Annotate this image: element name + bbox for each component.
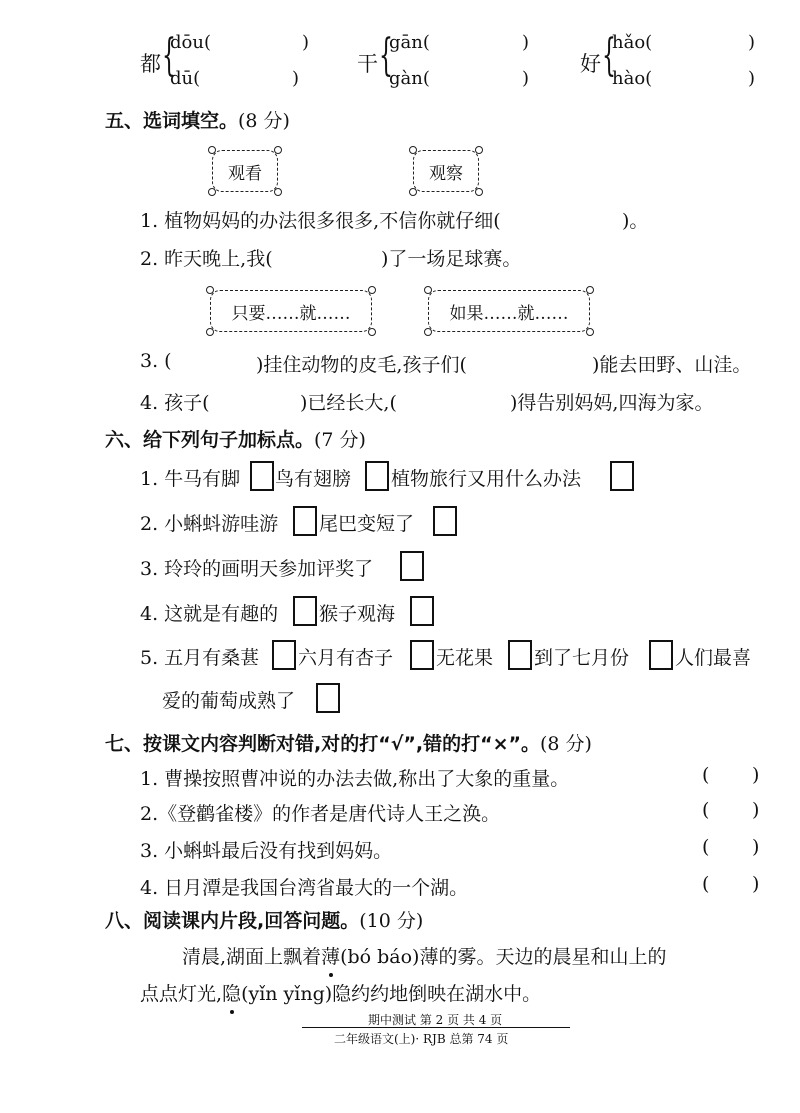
sentence-part: 5. 五月有桑葚 (140, 647, 260, 669)
question-text: )了一场足球赛。 (381, 248, 522, 270)
word-choice: 只要……就…… (231, 303, 351, 324)
emphasized-char: 隐 (222, 979, 241, 1006)
word-choice: 如果……就…… (449, 303, 569, 324)
sentence-part: 猴子观海 (319, 603, 396, 625)
pinyin-option: hào( (612, 68, 653, 89)
section-5-heading (105, 106, 290, 133)
brace-icon: { (162, 30, 176, 81)
question-text: 1. 植物妈妈的办法很多很多,不信你就仔细( (140, 210, 501, 232)
footer-divider (302, 1027, 570, 1028)
sentence-part: 人们最喜 (675, 647, 752, 669)
sentence-part: 爱的葡萄成熟了 (162, 690, 296, 712)
footer-course-info: 二年级语文(上)· RJB 总第 74 页 (334, 1032, 509, 1046)
word-choice-box (428, 290, 590, 332)
section-points: (10 分) (359, 910, 424, 932)
word-choice-box (212, 150, 278, 192)
sentence-part: 植物旅行又用什么办法 (391, 468, 582, 490)
answer-paren-close: ) (752, 764, 760, 786)
answer-paren-close: ) (522, 68, 530, 89)
word-choice-box (413, 150, 479, 192)
judge-statement: 3. 小蝌蚪最后没有找到妈妈。 (140, 840, 393, 862)
section-title: 六、给下列句子加标点。 (105, 429, 315, 451)
answer-paren-close: ) (752, 873, 760, 895)
question-text: )得告别妈妈,四海为家。 (510, 392, 714, 414)
brace-icon: { (602, 30, 616, 81)
punctuation-box[interactable] (272, 640, 296, 670)
passage-text: (yǐn yǐng)隐约约地倒映在湖水中。 (241, 983, 542, 1005)
punctuation-box[interactable] (293, 596, 317, 626)
answer-paren-close: ) (752, 799, 760, 821)
sentence-part: 尾巴变短了 (319, 513, 415, 535)
passage-text: (bó báo)薄的雾。天边的晨星和山上的 (340, 946, 667, 968)
polyphone-char: 都 (140, 52, 161, 76)
passage-line (182, 942, 666, 969)
section-7-heading (105, 729, 592, 756)
punctuation-box[interactable] (410, 596, 434, 626)
passage-line (140, 979, 541, 1006)
pinyin-option: gàn( (389, 68, 430, 89)
punctuation-box[interactable] (250, 461, 274, 491)
judge-statement: 2.《登鹳雀楼》的作者是唐代诗人王之涣。 (140, 803, 501, 825)
polyphone-char: 干 (357, 52, 378, 76)
question-text: 2. 昨天晚上,我( (140, 248, 273, 270)
answer-paren-close: ) (302, 32, 310, 53)
punctuation-box[interactable] (316, 683, 340, 713)
sentence-part: 鸟有翅膀 (275, 468, 352, 490)
emphasized-char: 薄 (321, 942, 340, 969)
sentence-part: 3. 玲玲的画明天参加评奖了 (140, 558, 374, 580)
question-text: 4. 孩子( (140, 392, 210, 414)
punctuation-box[interactable] (400, 551, 424, 581)
section-8-heading (105, 906, 423, 933)
punctuation-box[interactable] (508, 640, 532, 670)
question-text: )挂住动物的皮毛,孩子们( (256, 354, 467, 376)
sentence-part: 4. 这就是有趣的 (140, 603, 279, 625)
polyphone-char: 好 (580, 52, 601, 76)
question-text: 3. ( (140, 350, 172, 372)
answer-paren-close: ) (292, 68, 300, 89)
question-text: )能去田野、山洼。 (592, 354, 752, 376)
sentence-part: 2. 小蝌蚪游哇游 (140, 513, 279, 535)
answer-paren-close: ) (748, 32, 756, 53)
answer-paren-close: ) (748, 68, 756, 89)
passage-text: 点点灯光, (140, 983, 223, 1005)
sentence-part: 到了七月份 (534, 647, 630, 669)
brace-icon: { (379, 30, 393, 81)
answer-paren-close: ) (752, 836, 760, 858)
answer-paren-open[interactable]: ( (702, 764, 710, 786)
answer-paren-open[interactable]: ( (702, 799, 710, 821)
section-points: (8 分) (238, 110, 290, 132)
question-text: )已经长大,( (300, 392, 397, 414)
judge-statement: 1. 曹操按照曹冲说的办法去做,称出了大象的重量。 (140, 768, 570, 790)
answer-paren-open[interactable]: ( (702, 873, 710, 895)
punctuation-box[interactable] (433, 506, 457, 536)
section-points: (8 分) (539, 733, 592, 755)
passage-text: 清晨,湖面上飘着 (182, 946, 322, 968)
footer-page-info: 期中测试 第 2 页 共 4 页 (368, 1013, 503, 1027)
punctuation-box[interactable] (293, 506, 317, 536)
pinyin-option: hǎo( (612, 32, 653, 53)
punctuation-box[interactable] (610, 461, 634, 491)
word-choice-box (210, 290, 372, 332)
section-title: 七、按课文内容判断对错,对的打“√”,错的打“×”。 (105, 733, 540, 755)
answer-paren-open[interactable]: ( (702, 836, 710, 858)
punctuation-box[interactable] (365, 461, 389, 491)
judge-statement: 4. 日月潭是我国台湾省最大的一个湖。 (140, 877, 469, 899)
sentence-part: 无花果 (436, 647, 494, 669)
word-choice: 观看 (228, 163, 262, 184)
section-points: (7 分) (314, 429, 366, 451)
section-title: 五、选词填空。 (105, 110, 239, 132)
sentence-part: 1. 牛马有脚 (140, 468, 241, 490)
section-title: 八、阅读课内片段,回答问题。 (105, 910, 360, 932)
question-text: )。 (622, 210, 649, 232)
pinyin-option: gān( (389, 32, 430, 53)
sentence-part: 六月有杏子 (298, 647, 394, 669)
punctuation-box[interactable] (649, 640, 673, 670)
punctuation-box[interactable] (410, 640, 434, 670)
pinyin-option: dū( (170, 68, 201, 89)
section-6-heading (105, 425, 366, 452)
answer-paren-close: ) (522, 32, 530, 53)
pinyin-option: dōu( (170, 32, 211, 53)
word-choice: 观察 (429, 163, 463, 184)
